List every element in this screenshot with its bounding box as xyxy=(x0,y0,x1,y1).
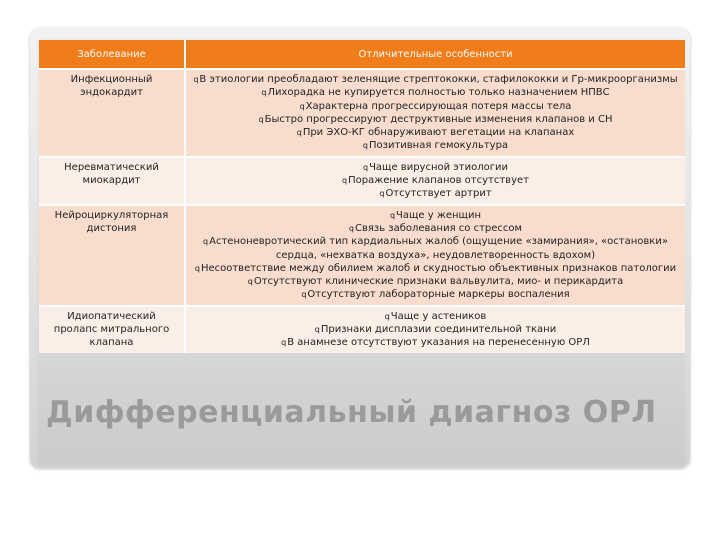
checkbox-bullet-icon: q xyxy=(314,325,320,335)
feature-item xyxy=(192,139,679,152)
checkbox-bullet-icon: q xyxy=(348,223,354,233)
checkbox-bullet-icon: q xyxy=(281,338,287,348)
checkbox-bullet-icon: q xyxy=(301,290,307,300)
table-row xyxy=(39,306,685,353)
checkbox-bullet-icon: q xyxy=(299,101,305,111)
feature-item xyxy=(192,288,679,301)
differential-table xyxy=(39,40,685,353)
header-features: Отличительные особенности xyxy=(185,40,685,69)
feature-text: Позитивная гемокультура xyxy=(369,140,509,152)
feature-text: Отсутствуют лабораторные маркеры воспаления xyxy=(307,289,570,301)
checkbox-bullet-icon: q xyxy=(203,237,209,247)
feature-item xyxy=(192,235,679,262)
feature-item xyxy=(192,222,679,235)
feature-text: Астеноневротический тип кардиальных жалоб (ощущение «замирания», «остановки» сердца, «нехватка воздуха», неудовлетворенность вдохом) xyxy=(209,236,668,261)
checkbox-bullet-icon: q xyxy=(363,162,369,172)
feature-text: В этиологии преобладают зеленящие стрептококки, стафилококки и Гр-микроорганизмы xyxy=(199,74,678,85)
feature-text: Связь заболевания со стрессом xyxy=(354,222,523,234)
checkbox-bullet-icon: q xyxy=(342,176,348,186)
feature-text: Признаки дисплазии соединительной ткани xyxy=(320,324,557,336)
checkbox-bullet-icon: q xyxy=(296,128,302,138)
feature-text: При ЭХО-КГ обнаруживают вегетации на клапанах xyxy=(302,127,575,139)
feature-text: Чаще вирусной этиологии xyxy=(369,161,508,173)
feature-item xyxy=(192,275,679,288)
feature-text: Несоответствие между обилием жалоб и скудностью объективных признаков патологии xyxy=(200,262,677,274)
feature-item xyxy=(192,100,679,113)
header-disease: Заболевание xyxy=(39,40,185,69)
feature-item xyxy=(192,323,679,336)
checkbox-bullet-icon: q xyxy=(193,75,199,84)
disease-cell: Нейроциркуляторная дистония xyxy=(39,205,185,306)
feature-text: Чаще у женщин xyxy=(396,209,482,221)
features-cell xyxy=(185,205,685,306)
feature-item xyxy=(192,73,679,86)
feature-text: Чаще у астеников xyxy=(390,310,487,322)
checkbox-bullet-icon: q xyxy=(247,277,253,287)
feature-item xyxy=(192,187,679,200)
disease-cell: Инфекционный эндокардит xyxy=(39,69,185,157)
feature-item xyxy=(192,336,679,349)
table-row xyxy=(39,157,685,205)
features-cell xyxy=(185,306,685,353)
disease-cell: Неревматический миокардит xyxy=(39,157,185,205)
feature-text: Поражение клапанов отсутствует xyxy=(348,175,529,187)
features-cell xyxy=(185,69,685,157)
checkbox-bullet-icon: q xyxy=(362,141,368,151)
feature-item xyxy=(192,209,679,222)
feature-text: Отсутствует артрит xyxy=(385,188,492,200)
feature-item xyxy=(192,161,679,174)
table-row xyxy=(39,69,685,157)
checkbox-bullet-icon: q xyxy=(389,210,396,220)
checkbox-bullet-icon: q xyxy=(384,311,390,321)
table-header-row xyxy=(39,40,685,69)
disease-cell: Идиопатический пролапс митрального клапана xyxy=(39,306,185,353)
feature-item xyxy=(192,262,679,275)
feature-text: В анамнезе отсутствуют указания на перенесенную ОРЛ xyxy=(287,337,590,349)
feature-item xyxy=(192,113,679,126)
checkbox-bullet-icon: q xyxy=(194,263,200,273)
feature-item xyxy=(192,126,679,139)
feature-text: Отсутствуют клинические признаки вальвулита, мио- и перикардита xyxy=(253,276,624,288)
features-cell xyxy=(185,157,685,205)
feature-text: Характерна прогрессирующая потеря массы тела xyxy=(305,100,572,112)
feature-text: Лихорадка не купируется полностью только назначением НПВС xyxy=(267,87,610,99)
feature-item xyxy=(192,310,679,323)
feature-item xyxy=(192,86,679,99)
feature-text: Быстро прогрессируют деструктивные изменения клапанов и СН xyxy=(264,113,613,125)
feature-item xyxy=(192,174,679,187)
checkbox-bullet-icon: q xyxy=(379,189,385,199)
slide-title: Дифференциальный диагноз ОРЛ xyxy=(46,395,657,430)
table-row xyxy=(39,205,685,306)
checkbox-bullet-icon: q xyxy=(258,114,264,124)
checkbox-bullet-icon: q xyxy=(261,88,267,98)
